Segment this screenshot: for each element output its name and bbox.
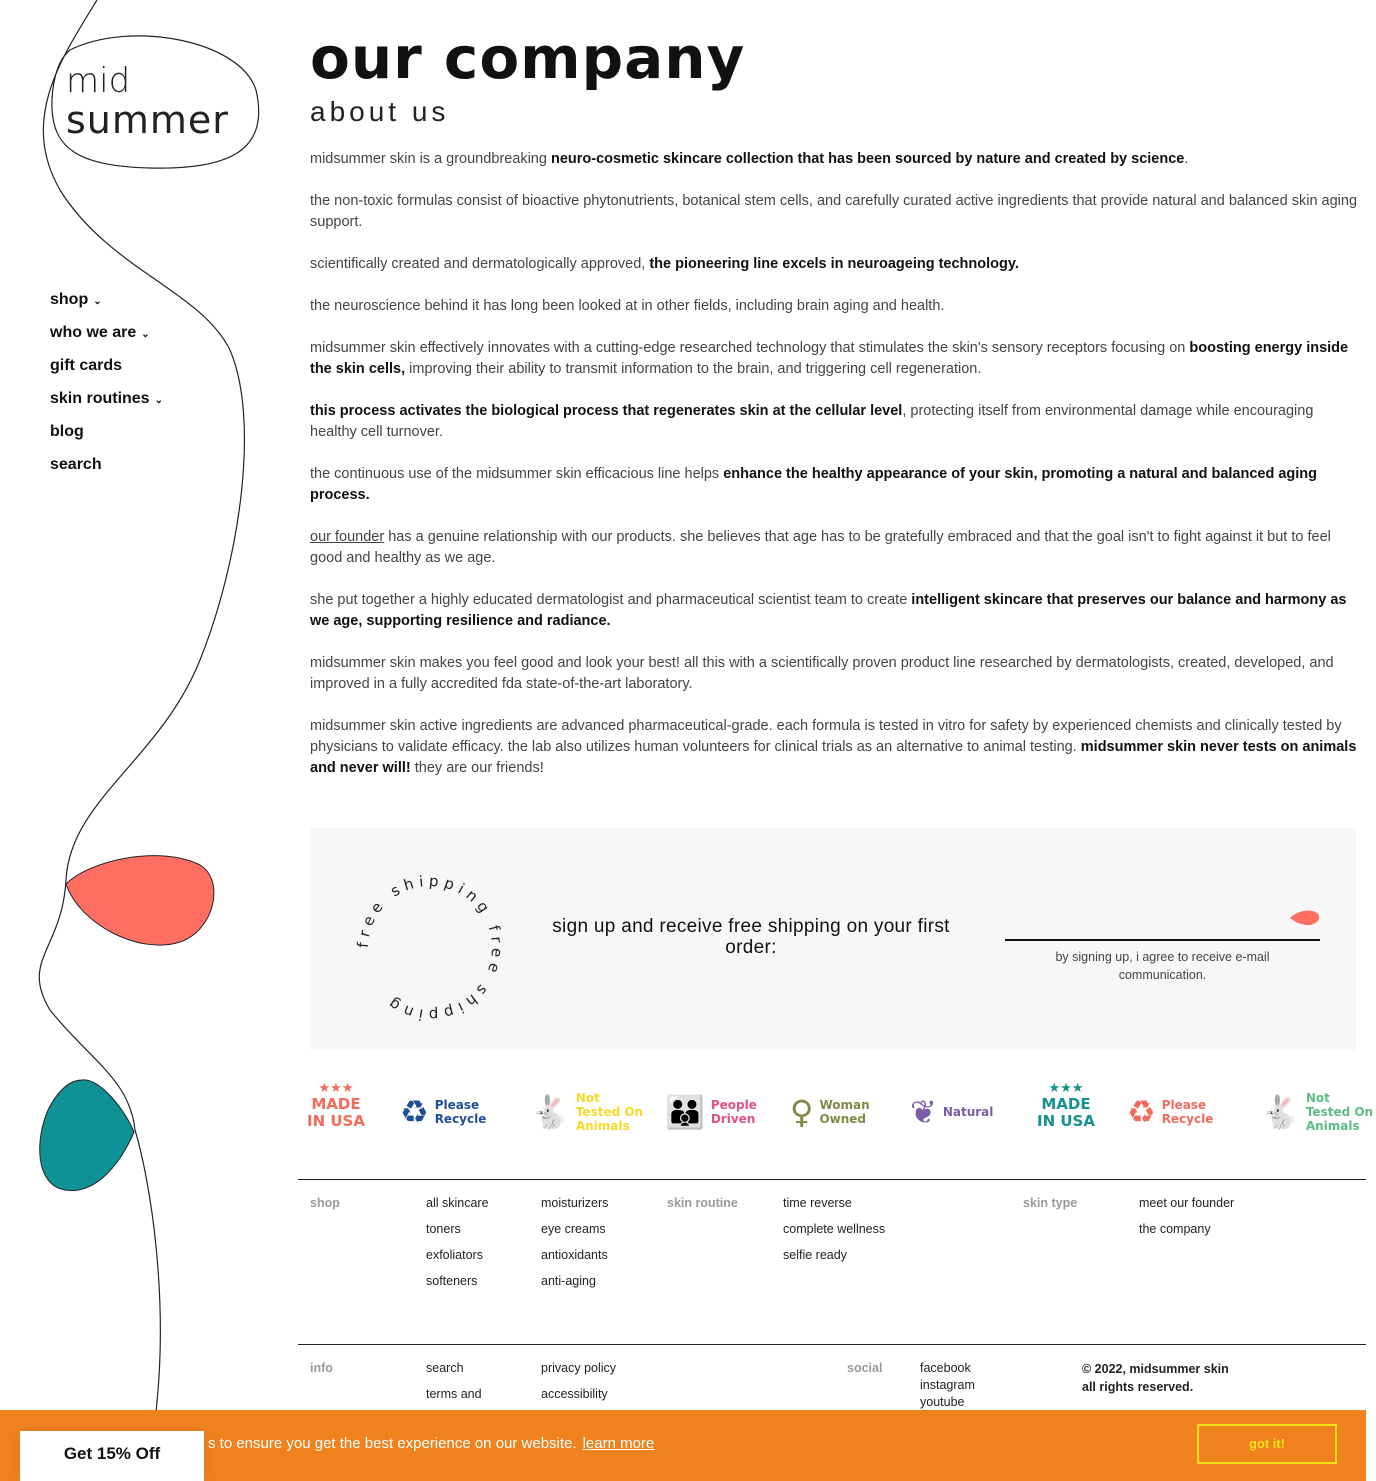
footer-link[interactable]: facebook	[920, 1361, 971, 1375]
signup-note: by signing up, i agree to receive e-mail communication.	[1055, 950, 1270, 982]
badge-label: Please Recycle	[434, 1098, 487, 1126]
footer-heading-routine: skin routine	[667, 1196, 738, 1210]
paragraph	[310, 338, 1360, 380]
footer-heading-shop: shop	[310, 1196, 340, 1210]
nav-item-blog[interactable]	[50, 422, 163, 455]
paragraphs	[310, 149, 1360, 779]
paragraph	[310, 716, 1360, 779]
badge-label: Not Tested On Animals	[1305, 1091, 1374, 1133]
footer-links	[1139, 1190, 1234, 1242]
text-segment: scientifically created and dermatologically approved,	[310, 256, 650, 272]
text-segment: midsummer skin active ingredients are advanced pharmaceutical-grade. each formula is tested in vitro for safety by experienced chemists and clinically tested by physicians to validate efficacy. the lab also utilizes human volunteers for clinical trials as an alternative to animal testing.	[310, 718, 1342, 755]
ring-text: free shipping free shipping	[353, 871, 507, 1025]
footer-link[interactable]: moisturizers	[541, 1196, 609, 1210]
footer-divider	[298, 1179, 1366, 1180]
recycle-icon: ♻	[400, 1093, 429, 1131]
footer-link[interactable]: youtube	[920, 1395, 965, 1409]
nav-item-skin-routines[interactable]	[50, 389, 163, 422]
footer-link[interactable]: eye creams	[541, 1222, 606, 1236]
recycle-icon: ♻	[1127, 1093, 1156, 1131]
text-segment: improving their ability to transmit information to the brain, and triggering cell regeneration.	[405, 361, 982, 377]
badge-leaf	[910, 1082, 993, 1142]
cookie-message: s to ensure you get the best experience on our website.	[208, 1435, 577, 1452]
footer-links	[920, 1360, 975, 1411]
text-segment: they are our friends!	[410, 760, 544, 776]
nav-item-who-we-are[interactable]	[50, 323, 163, 356]
copyright	[1082, 1360, 1229, 1396]
paragraph	[310, 401, 1360, 443]
footer-link[interactable]: search	[426, 1361, 464, 1375]
text-segment: the pioneering line excels in neuroageing technology.	[649, 256, 1019, 272]
paragraph	[310, 527, 1360, 569]
badge-label: People Driven	[710, 1098, 757, 1126]
text-segment: neuro-cosmetic skincare collection that has been sourced by nature and created by science	[550, 151, 1185, 167]
usa-stars-icon: ★★★	[318, 1081, 354, 1096]
footer-links	[541, 1355, 616, 1407]
usa-stars-icon: ★★★	[1048, 1081, 1084, 1096]
nav-item-gift-cards[interactable]	[50, 356, 163, 389]
got-it-button[interactable]: got it!	[1197, 1424, 1337, 1464]
paragraph	[310, 590, 1360, 632]
nav-item-search[interactable]	[50, 455, 163, 488]
cookie-banner	[0, 1410, 1366, 1481]
rabbit-icon: 🐇	[1260, 1093, 1300, 1131]
badges-row	[305, 1081, 1374, 1142]
paragraph	[310, 254, 1360, 275]
main-content	[310, 22, 1360, 779]
footer-link[interactable]: selfie ready	[783, 1248, 847, 1262]
badge-recycle	[1127, 1082, 1232, 1142]
footer-link[interactable]: complete wellness	[783, 1222, 886, 1236]
footer-link[interactable]: toners	[426, 1222, 461, 1236]
footer-links	[426, 1190, 489, 1294]
chevron-down-icon: ⌄	[154, 395, 163, 406]
nav-label: shop	[50, 291, 89, 308]
coral-blob	[66, 856, 214, 945]
text-segment: midsummer skin is a groundbreaking	[310, 151, 551, 167]
footer-link[interactable]: privacy policy	[541, 1361, 617, 1375]
paragraph	[310, 191, 1360, 233]
footer-link[interactable]: softeners	[426, 1274, 478, 1288]
leaf-icon: ❦	[910, 1093, 937, 1131]
footer-link[interactable]: terms and	[426, 1387, 482, 1401]
nav-label: gift cards	[50, 357, 123, 374]
site-logo[interactable]	[66, 62, 229, 140]
footer-link[interactable]: instagram	[920, 1378, 975, 1392]
badge-label: Woman Owned	[819, 1098, 870, 1126]
logo-line2: summer	[66, 98, 229, 142]
text-segment: , protecting itself from environmental damage while encouraging healthy cell turnover.	[310, 403, 1314, 440]
footer-link[interactable]: the company	[1139, 1222, 1211, 1236]
newsletter-signup	[310, 828, 1356, 1050]
badge-label: MADE IN USA	[1037, 1095, 1095, 1130]
copyright-line: all rights reserved.	[1082, 1380, 1194, 1394]
nav-label: blog	[50, 423, 84, 440]
footer-link[interactable]: time reverse	[783, 1196, 852, 1210]
nav-item-shop[interactable]	[50, 290, 163, 323]
footer-heading-type: skin type	[1023, 1196, 1078, 1210]
paragraph	[310, 464, 1360, 506]
free-shipping-ring	[350, 868, 510, 1028]
nav-label: who we are	[50, 324, 137, 341]
footer-link[interactable]: accessibility	[541, 1387, 608, 1401]
badge-label: Please Recycle	[1161, 1098, 1214, 1126]
email-input[interactable]	[1005, 903, 1320, 941]
footer-divider-2	[298, 1344, 1366, 1345]
submit-petal-icon[interactable]	[1290, 910, 1320, 926]
footer-link[interactable]: meet our founder	[1139, 1196, 1235, 1210]
text-segment: the neuroscience behind it has long been looked at in other fields, including brain aging and health.	[310, 298, 945, 314]
decorative-line-art	[0, 0, 300, 1481]
paragraph	[310, 296, 1360, 317]
footer-links	[426, 1355, 482, 1407]
footer-link[interactable]: antioxidants	[541, 1248, 608, 1262]
chevron-down-icon: ⌄	[93, 296, 102, 307]
paragraph	[310, 653, 1360, 695]
badge-rabbit	[530, 1082, 646, 1142]
footer-link[interactable]: exfoliators	[426, 1248, 483, 1262]
copyright-line: © 2022, midsummer skin	[1082, 1362, 1229, 1376]
footer-links	[783, 1190, 885, 1268]
learn-more-link[interactable]: learn more	[582, 1435, 655, 1452]
rabbit-icon: 🐇	[530, 1093, 570, 1131]
text-segment: the non-toxic formulas consist of bioactive phytonutrients, botanical stem cells, and carefully curated active ingredients that provide natural and balanced skin aging support.	[310, 193, 1358, 230]
text-segment: .	[1184, 151, 1189, 167]
svg-text:free shipping free shipping	[354, 872, 506, 1024]
badge-label: Not Tested On Animals	[575, 1091, 644, 1133]
text-segment: this process activates the biological process that regenerates skin at the cellular level	[310, 403, 903, 419]
get-discount-button[interactable]: Get 15% Off	[20, 1431, 204, 1481]
badge-people	[665, 1082, 781, 1142]
badge-label: Natural	[942, 1105, 994, 1119]
badge-usa-stars	[1035, 1082, 1097, 1142]
badge-usa-stars	[305, 1082, 367, 1142]
signup-title: sign up and receive free shipping on your first order:	[552, 916, 950, 958]
nav-label: search	[50, 456, 102, 473]
founder-link[interactable]: our founder	[310, 529, 385, 545]
logo-line1: mid	[66, 61, 131, 101]
badge-female-symbol	[790, 1082, 889, 1142]
text-segment: midsummer skin effectively innovates with a cutting-edge researched technology that stimulates the skin's sensory receptors focusing on	[310, 340, 1190, 356]
nav-label: skin routines	[50, 390, 150, 407]
page-title: our company	[310, 24, 746, 92]
text-segment: midsummer skin never tests on animals and never will!	[310, 739, 1357, 776]
teal-blob	[40, 1080, 134, 1191]
paragraph	[310, 149, 1360, 170]
main-nav	[50, 290, 163, 488]
text-segment: the continuous use of the midsummer skin efficacious line helps	[310, 466, 724, 482]
footer-heading-social: social	[847, 1361, 883, 1375]
badge-label: MADE IN USA	[307, 1095, 365, 1130]
footer-links	[541, 1190, 608, 1294]
text-segment: enhance the healthy appearance of your skin, promoting a natural and balanced aging process.	[310, 466, 1318, 503]
footer-link[interactable]: anti-aging	[541, 1274, 596, 1288]
footer-link[interactable]: all skincare	[426, 1196, 489, 1210]
text-segment: she put together a highly educated dermatologist and pharmaceutical scientist team to create	[310, 592, 912, 608]
text-segment: boosting energy inside the skin cells,	[310, 340, 1349, 377]
badge-rabbit	[1260, 1082, 1376, 1142]
female-symbol-icon: ♀	[790, 1093, 814, 1131]
text-segment: intelligent skincare that preserves our balance and harmony as we age, supporting resilience and radiance.	[310, 592, 1347, 629]
text-segment: midsummer skin makes you feel good and look your best! all this with a scientifically proven product line researched by dermatologists, created, developed, and improved in a fully accredited fda state-of-the-art laboratory.	[310, 655, 1334, 692]
text-segment: has a genuine relationship with our products. she believes that age has to be gratefully embraced and that the goal isn't to fight against it but to feel good and healthy as we age.	[310, 529, 1331, 566]
badge-recycle	[400, 1082, 505, 1142]
people-icon: 👪	[665, 1093, 705, 1131]
footer-heading-info: info	[310, 1361, 333, 1375]
chevron-down-icon: ⌄	[141, 329, 150, 340]
page-subtitle: about us	[310, 96, 450, 127]
